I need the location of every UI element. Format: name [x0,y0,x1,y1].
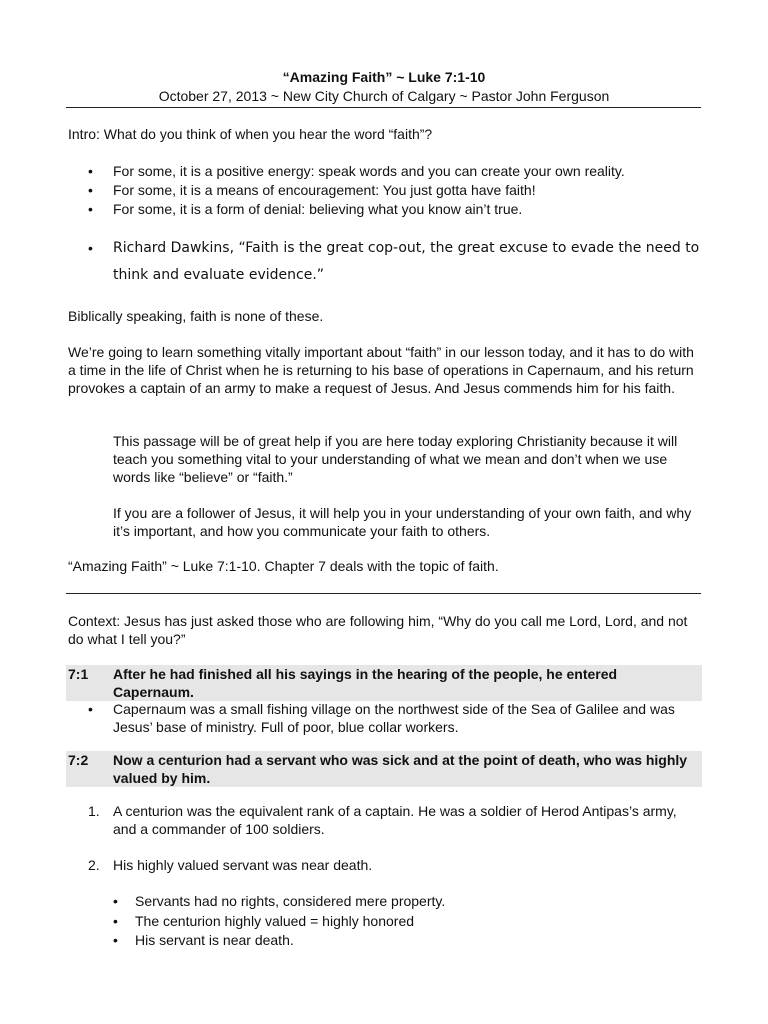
numbered-item-2: 2. His highly valued servant was near death. [88,856,700,874]
header-divider [66,107,701,108]
exploring-paragraph: This passage will be of great help if you are here today exploring Christianity because it will teach you something vital to your understanding of what we mean and don’t when we use words like “believe” or “faith.” [113,433,678,485]
sermon-title: “Amazing Faith” ~ Luke 7:1-10 [282,69,486,85]
follower-paragraph: If you are a follower of Jesus, it will help you in your understanding of your own faith, and why it’s important, and how you communicate your faith to others. [113,505,692,539]
numbered-item-1: 1. A centurion was the equivalent rank of a captain. He was a soldier of Herod Antipas’s army, and a commander of 100 soldiers. [88,802,700,838]
list-item: • His servant is near death. [113,931,701,951]
sermon-subtitle: October 27, 2013 ~ New City Church of Calgary ~ Pastor John Ferguson [158,88,610,104]
list-item: • For some, it is a means of encouragement: You just gotta have faith! [88,181,700,200]
verse-reference: 7:1 [68,666,89,682]
context-paragraph: Context: Jesus has just asked those who are following him, “Why do you call me Lord, Lord, and not do what I tell you?” [68,613,688,647]
list-item: • The centurion highly valued = highly honored [113,912,701,932]
list-item: • Servants had no rights, considered mere property. [113,892,701,912]
verse-7-1 [66,665,702,701]
servant-bullet-list [113,892,701,951]
verse-text: Now a centurion had a servant who was sick and at the point of death, who was highly valued by him. [113,752,688,786]
verse-text: After he had finished all his sayings in the hearing of the people, he entered Capernaum. [113,666,618,700]
intro-paragraph: We’re going to learn something vitally important about “faith” in our lesson today, and it has to do with a time in the life of Christ when he is returning to his base of operations in Capernaum, and his return provokes a captain of an army to make a request of Jesus. And Jesus commends him for his faith. [68,344,694,396]
capernaum-bullet-list [88,700,700,736]
verse-reference: 7:2 [68,752,89,768]
biblically-speaking: Biblically speaking, faith is none of these. [68,308,324,324]
verse-7-2 [66,751,702,787]
intro-question: Intro: What do you think of when you hear the word “faith”? [68,126,433,142]
dawkins-quote-text: Richard Dawkins, “Faith is the great cop-out, the great excuse to evade the need to think and evaluate evidence.” [113,240,700,283]
list-item: • For some, it is a form of denial: believing what you know ain’t true. [88,200,700,219]
section-divider [66,593,701,594]
list-item: • Capernaum was a small fishing village on the northwest side of the Sea of Galilee and was Jesus’ base of ministry. Full of poor, blue collar workers. [88,700,700,736]
chapter-note: “Amazing Faith” ~ Luke 7:1-10. Chapter 7 deals with the topic of faith. [68,558,499,574]
dawkins-quote: • Richard Dawkins, “Faith is the great cop-out, the great excuse to evade the need to think and evaluate evidence.” [88,235,700,289]
list-item: • For some, it is a positive energy: speak words and you can create your own reality. [88,162,700,181]
numbered-item-text: A centurion was the equivalent rank of a captain. He was a soldier of Herod Antipas’s army, and a commander of 100 soldiers. [113,803,677,837]
numbered-item-text: His highly valued servant was near death. [113,857,373,873]
intro-bullet-list [88,162,700,219]
